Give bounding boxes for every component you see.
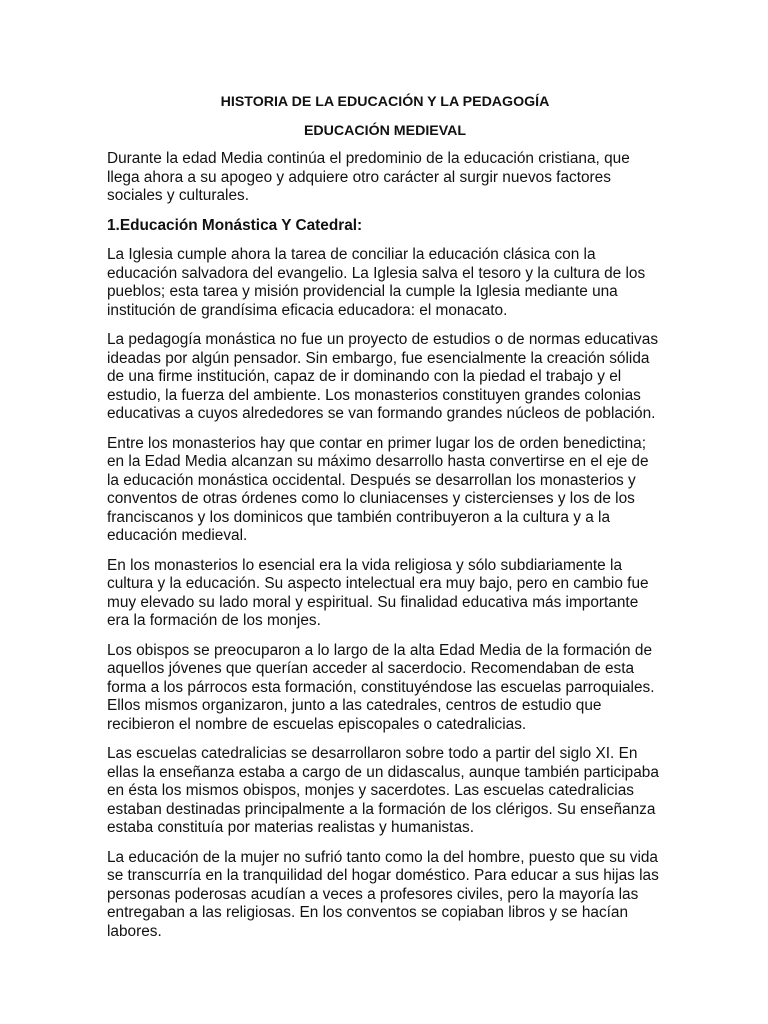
paragraph-obispos: Los obispos se preocuparon a lo largo de la alta Edad Media de la formación de aquellos jóvenes que querían acceder al sacerdocio. Recomendaban de esta forma a los párrocos esta formación, constituyéndose las escuelas parroquiales. Ellos mismos organizaron, junto a las catedrales, centros de estudio que recibieron el nombre de escuelas episcopales o catedralicias.: [107, 641, 655, 733]
paragraph-vida-religiosa: En los monasterios lo esencial era la vida religiosa y sólo subdiariamente la cultura y la educación. Su aspecto intelectual era muy bajo, pero en cambio fue muy elevado su lado moral y espiritual. Su finalidad educativa más importante era la formación de los monjes.: [107, 556, 649, 629]
paragraph-monasterios-ordenes: Entre los monasterios hay que contar en primer lugar los de orden benedictina; en la Edad Media alcanzan su máximo desarrollo hasta convertirse en el eje de la educación monástica occidental. Después se desarrollan los monasterios y conventos de otras órdenes como lo cluniacenses y cistercienses y los de los franciscanos y los dominicos que también contribuyeron a la cultura y a la educación medieval.: [107, 434, 649, 544]
paragraph-educacion-mujer: La educación de la mujer no sufrió tanto como la del hombre, puesto que su vida se transcurría en la tranquilidad del hogar doméstico. Para educar a sus hijas las personas poderosas acudían a veces a profesores civiles, pero la mayoría las entregaban a las religiosas. En los conventos se copiaban libros y se hacían labores.: [107, 848, 659, 940]
section-heading: 1.Educación Monástica Y Catedral:: [107, 216, 363, 234]
document-subtitle: EDUCACIÓN MEDIEVAL: [303, 123, 467, 139]
document-page: [107, 93, 663, 952]
intro-paragraph: Durante la edad Media continúa el predominio de la educación cristiana, que llega ahora a su apogeo y adquiere otro carácter al surgir nuevos factores sociales y culturales.: [107, 150, 630, 204]
paragraph-pedagogia-monastica: La pedagogía monástica no fue un proyecto de estudios o de normas educativas ideadas por algún pensador. Sin embargo, fue esencialmente la creación sólida de una firme institución, capaz de ir dominando con la piedad el trabajo y el estudio, la fuerza del ambiente. Los monasterios constituyen grandes colonias educativas a cuyos alrededores se van formando grandes núcleos de población.: [107, 331, 659, 422]
paragraph-escuelas-catedralicias: Las escuelas catedralicias se desarrollaron sobre todo a partir del siglo XI. En ellas la enseñanza estaba a cargo de un didascalus, aunque también participaba en ésta los mismos obispos, monjes y sacerdotes. Las escuelas catedralicias estaban destinadas principalmente a la formación de los clérigos. Su enseñanza estaba constituía por materias realistas y humanistas.: [107, 745, 659, 836]
paragraph-iglesia: La Iglesia cumple ahora la tarea de conciliar la educación clásica con la educación salvadora del evangelio. La Iglesia salva el tesoro y la cultura de los pueblos; esta tarea y misión providencial la cumple la Iglesia mediante una institución de grandísima eficacia educadora: el monacato.: [107, 246, 646, 319]
document-title: HISTORIA DE LA EDUCACIÓN Y LA PEDAGOGÍA: [220, 94, 550, 110]
